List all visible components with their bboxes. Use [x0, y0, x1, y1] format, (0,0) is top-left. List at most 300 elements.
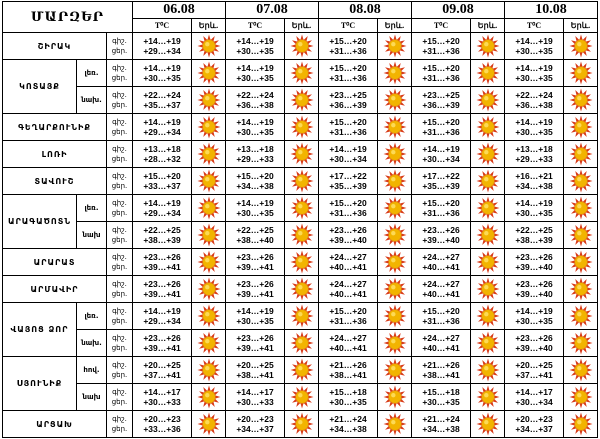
night-temperature: +13…+18	[143, 144, 181, 154]
sun-icon	[285, 196, 318, 220]
weather-cell	[285, 303, 319, 330]
temperature-cell	[226, 249, 285, 276]
weather-cell	[378, 60, 412, 87]
weather-cell	[564, 114, 598, 141]
day-temperature: +35…+39	[422, 181, 460, 191]
sun-icon	[192, 196, 225, 220]
weather-cell	[192, 411, 226, 438]
night-temperature: +21…+26	[329, 360, 367, 370]
sun-icon	[285, 304, 318, 328]
sun-icon	[378, 61, 411, 85]
region-row	[3, 222, 598, 249]
day-temperature: +39…+41	[236, 343, 274, 353]
sun-icon	[564, 385, 597, 409]
weather-cell	[471, 168, 505, 195]
day-label: ցեր.	[111, 74, 128, 82]
day-periods	[107, 195, 133, 222]
region-name: ԱՐՄԱՎԻՐ	[3, 276, 107, 303]
weather-cell	[192, 249, 226, 276]
sun-icon	[378, 304, 411, 328]
weather-cell	[192, 60, 226, 87]
weather-cell	[192, 168, 226, 195]
night-label: գիշ.	[112, 91, 127, 99]
weather-cell	[285, 330, 319, 357]
temperature-cell	[133, 384, 192, 411]
night-temperature: +14…+19	[143, 63, 181, 73]
day-temperature: +33…+36	[143, 424, 181, 434]
subregion-name: նախ	[77, 222, 107, 249]
day-label: ցեր.	[111, 128, 128, 136]
temperature-cell	[505, 249, 564, 276]
sun-icon	[285, 88, 318, 112]
weather-cell	[471, 60, 505, 87]
weather-cell	[564, 330, 598, 357]
weather-cell	[285, 114, 319, 141]
temperature-cell	[226, 411, 285, 438]
temperature-cell	[505, 60, 564, 87]
day-label: ցեր.	[111, 155, 128, 163]
day-temperature: +39…+40	[422, 235, 460, 245]
sun-icon	[564, 34, 597, 58]
date-header: 09.08	[412, 2, 505, 19]
day-periods	[107, 168, 133, 195]
night-label: գիշ.	[112, 361, 127, 369]
night-temperature: +14…+19	[515, 36, 553, 46]
weather-cell	[564, 411, 598, 438]
sun-icon	[471, 304, 504, 328]
day-temperature: +40…+41	[422, 343, 460, 353]
temperature-cell	[319, 168, 378, 195]
night-temperature: +14…+19	[236, 117, 274, 127]
day-temperature: +40…+41	[422, 289, 460, 299]
day-temperature: +30…+35	[236, 73, 274, 83]
weather-cell	[192, 222, 226, 249]
temperature-cell	[226, 357, 285, 384]
weather-cell	[564, 384, 598, 411]
day-label: ցեր.	[111, 317, 128, 325]
night-temperature: +15…+20	[422, 63, 460, 73]
subregion-name: լեռ.	[77, 60, 107, 87]
sun-icon	[192, 115, 225, 139]
temperature-cell	[133, 330, 192, 357]
night-temperature: +22…+25	[515, 225, 553, 235]
sun-icon	[564, 223, 597, 247]
night-temperature: +24…+27	[329, 333, 367, 343]
temperature-cell	[505, 114, 564, 141]
temperature-column-label: T⁰C	[505, 19, 564, 33]
sun-icon	[471, 61, 504, 85]
day-temperature: +30…+35	[515, 316, 553, 326]
temperature-cell	[319, 222, 378, 249]
day-temperature: +30…+35	[422, 397, 460, 407]
subregion-name: հով.	[77, 357, 107, 384]
day-label: ցեր.	[111, 344, 128, 352]
temperature-cell	[412, 303, 471, 330]
weather-cell	[471, 141, 505, 168]
weather-cell	[471, 357, 505, 384]
night-temperature: +14…+19	[236, 63, 274, 73]
sun-icon	[192, 34, 225, 58]
sun-icon	[378, 223, 411, 247]
temperature-cell	[505, 357, 564, 384]
day-temperature: +30…+35	[236, 208, 274, 218]
sun-icon	[471, 115, 504, 139]
sun-icon	[192, 250, 225, 274]
night-temperature: +20…+23	[515, 414, 553, 424]
day-temperature: +30…+35	[236, 316, 274, 326]
night-label: գիշ.	[112, 199, 127, 207]
day-temperature: +37…+41	[143, 370, 181, 380]
day-periods	[107, 276, 133, 303]
temperature-cell	[505, 276, 564, 303]
sun-icon	[378, 331, 411, 355]
day-temperature: +29…+34	[143, 316, 181, 326]
temperature-cell	[226, 114, 285, 141]
temperature-cell	[226, 168, 285, 195]
temperature-cell	[133, 87, 192, 114]
day-temperature: +31…+36	[329, 316, 367, 326]
weather-cell	[564, 276, 598, 303]
sun-icon	[564, 277, 597, 301]
sun-icon	[378, 196, 411, 220]
day-temperature: +34…+38	[422, 424, 460, 434]
day-temperature: +37…+41	[515, 370, 553, 380]
weather-cell	[471, 411, 505, 438]
sun-icon	[564, 412, 597, 436]
temperature-cell	[319, 87, 378, 114]
temperature-cell	[133, 33, 192, 60]
region-row	[3, 195, 598, 222]
night-temperature: +15…+20	[329, 117, 367, 127]
temperature-cell	[505, 303, 564, 330]
day-temperature: +34…+38	[236, 181, 274, 191]
date-header: 07.08	[226, 2, 319, 19]
sun-icon	[471, 385, 504, 409]
region-name: ՍՅՈՒՆԻՔ	[3, 357, 77, 411]
weather-cell	[378, 249, 412, 276]
night-temperature: +14…+19	[422, 144, 460, 154]
weather-cell	[285, 60, 319, 87]
weather-cell	[378, 114, 412, 141]
night-temperature: +16…+21	[515, 171, 553, 181]
temperature-cell	[226, 384, 285, 411]
sun-icon	[192, 331, 225, 355]
weather-cell	[192, 33, 226, 60]
weather-cell	[471, 87, 505, 114]
sun-icon	[192, 142, 225, 166]
sun-icon	[471, 169, 504, 193]
region-name: ՇԻՐԱԿ	[3, 33, 107, 60]
temperature-cell	[319, 303, 378, 330]
temperature-column-label: T⁰C	[133, 19, 192, 33]
sun-icon	[285, 223, 318, 247]
day-label: ցեր.	[111, 182, 128, 190]
day-temperature: +38…+39	[515, 235, 553, 245]
sun-icon	[285, 61, 318, 85]
sun-icon	[564, 142, 597, 166]
sun-icon	[471, 331, 504, 355]
night-temperature: +20…+25	[143, 360, 181, 370]
day-temperature: +30…+34	[515, 397, 553, 407]
night-label: գիշ.	[112, 334, 127, 342]
weather-cell	[564, 33, 598, 60]
night-temperature: +15…+20	[143, 171, 181, 181]
temperature-cell	[226, 222, 285, 249]
subregion-name: լեռ.	[77, 195, 107, 222]
sun-icon	[378, 277, 411, 301]
sun-icon	[471, 34, 504, 58]
sun-icon	[564, 331, 597, 355]
weather-cell	[285, 87, 319, 114]
weather-cell	[564, 87, 598, 114]
temperature-cell	[133, 60, 192, 87]
day-temperature: +34…+37	[515, 424, 553, 434]
night-temperature: +23…+25	[422, 90, 460, 100]
weather-cell	[378, 195, 412, 222]
day-temperature: +31…+36	[422, 46, 460, 56]
temperature-cell	[133, 276, 192, 303]
day-temperature: +30…+35	[515, 127, 553, 137]
day-temperature: +30…+35	[236, 127, 274, 137]
day-temperature: +30…+35	[329, 397, 367, 407]
day-temperature: +30…+35	[515, 208, 553, 218]
night-temperature: +23…+26	[143, 333, 181, 343]
day-temperature: +31…+36	[329, 73, 367, 83]
temperature-cell	[505, 33, 564, 60]
night-label: գիշ.	[112, 64, 127, 72]
night-temperature: +13…+18	[515, 144, 553, 154]
temperature-cell	[226, 303, 285, 330]
weather-cell	[471, 195, 505, 222]
sun-icon	[285, 142, 318, 166]
day-temperature: +29…+33	[515, 154, 553, 164]
day-temperature: +36…+39	[329, 100, 367, 110]
sun-icon	[285, 34, 318, 58]
sun-icon	[285, 385, 318, 409]
day-temperature: +38…+41	[422, 370, 460, 380]
regions-header: ՄԱՐԶԵՐ	[3, 2, 133, 33]
night-temperature: +21…+26	[422, 360, 460, 370]
weather-cell	[564, 222, 598, 249]
sun-icon	[378, 358, 411, 382]
night-temperature: +23…+26	[329, 225, 367, 235]
day-temperature: +29…+34	[143, 208, 181, 218]
night-temperature: +15…+20	[422, 198, 460, 208]
night-temperature: +24…+27	[329, 279, 367, 289]
night-temperature: +24…+27	[422, 333, 460, 343]
day-periods	[107, 114, 133, 141]
temperature-cell	[133, 195, 192, 222]
temperature-cell	[412, 114, 471, 141]
day-temperature: +31…+36	[329, 127, 367, 137]
subregion-name: նախ.	[77, 87, 107, 114]
temperature-cell	[412, 330, 471, 357]
temperature-cell	[319, 195, 378, 222]
region-name: ԿՈՏԱՅՔ	[3, 60, 77, 114]
weather-cell	[285, 33, 319, 60]
night-temperature: +23…+26	[515, 279, 553, 289]
night-temperature: +23…+26	[422, 225, 460, 235]
day-temperature: +30…+33	[143, 397, 181, 407]
weather-cell	[378, 411, 412, 438]
weather-cell	[378, 141, 412, 168]
sun-icon	[471, 412, 504, 436]
sun-icon	[285, 169, 318, 193]
weather-column-label: Երև.	[192, 19, 226, 33]
day-temperature: +34…+37	[236, 424, 274, 434]
sun-icon	[564, 250, 597, 274]
sun-icon	[378, 142, 411, 166]
night-temperature: +20…+25	[236, 360, 274, 370]
night-label: գիշ.	[112, 226, 127, 234]
weather-cell	[378, 168, 412, 195]
night-temperature: +15…+18	[329, 387, 367, 397]
temperature-cell	[412, 222, 471, 249]
sun-icon	[285, 277, 318, 301]
temperature-cell	[226, 60, 285, 87]
sun-icon	[378, 169, 411, 193]
day-temperature: +39…+40	[515, 343, 553, 353]
temperature-column-label: T⁰C	[412, 19, 471, 33]
day-temperature: +30…+33	[236, 397, 274, 407]
region-name: ԱՐԱՐԱՏ	[3, 249, 107, 276]
night-temperature: +22…+25	[143, 225, 181, 235]
weather-cell	[192, 195, 226, 222]
day-periods	[107, 330, 133, 357]
night-temperature: +14…+19	[236, 306, 274, 316]
temperature-column-label: T⁰C	[319, 19, 378, 33]
weather-cell	[564, 303, 598, 330]
day-temperature: +31…+36	[329, 46, 367, 56]
day-temperature: +38…+40	[236, 235, 274, 245]
weather-cell	[471, 222, 505, 249]
subregion-name: նախ	[77, 384, 107, 411]
day-label: ցեր.	[111, 236, 128, 244]
day-label: ցեր.	[111, 47, 128, 55]
night-temperature: +24…+27	[422, 252, 460, 262]
temperature-cell	[133, 141, 192, 168]
region-row	[3, 384, 598, 411]
region-name: ՏԱՎՈՒՇ	[3, 168, 107, 195]
sun-icon	[378, 250, 411, 274]
temperature-cell	[319, 411, 378, 438]
region-row	[3, 249, 598, 276]
night-temperature: +23…+26	[236, 279, 274, 289]
temperature-cell	[412, 384, 471, 411]
night-temperature: +15…+20	[422, 36, 460, 46]
day-temperature: +30…+34	[422, 154, 460, 164]
day-periods	[107, 249, 133, 276]
sun-icon	[192, 304, 225, 328]
weather-cell	[285, 411, 319, 438]
weather-column-label: Երև.	[285, 19, 319, 33]
night-label: գիշ.	[112, 307, 127, 315]
region-row	[3, 357, 598, 384]
day-temperature: +40…+41	[422, 262, 460, 272]
temperature-cell	[319, 357, 378, 384]
night-temperature: +20…+25	[515, 360, 553, 370]
temperature-cell	[412, 249, 471, 276]
temperature-cell	[505, 87, 564, 114]
night-temperature: +14…+17	[515, 387, 553, 397]
temperature-cell	[133, 168, 192, 195]
weather-cell	[285, 141, 319, 168]
sun-icon	[564, 115, 597, 139]
day-temperature: +29…+34	[143, 127, 181, 137]
weather-cell	[285, 195, 319, 222]
night-temperature: +23…+26	[515, 333, 553, 343]
day-temperature: +38…+39	[143, 235, 181, 245]
temperature-cell	[319, 249, 378, 276]
temperature-cell	[412, 195, 471, 222]
night-temperature: +14…+17	[143, 387, 181, 397]
sun-icon	[378, 385, 411, 409]
weather-cell	[192, 114, 226, 141]
subregion-name: նախ.	[77, 330, 107, 357]
sun-icon	[471, 277, 504, 301]
sun-icon	[378, 34, 411, 58]
sun-icon	[192, 169, 225, 193]
night-temperature: +15…+20	[422, 117, 460, 127]
day-periods	[107, 141, 133, 168]
date-header: 06.08	[133, 2, 226, 19]
region-name: ԳԵՂԱՐՔՈՒՆԻՔ	[3, 114, 107, 141]
night-temperature: +15…+20	[329, 63, 367, 73]
night-temperature: +14…+19	[515, 63, 553, 73]
day-temperature: +30…+34	[329, 154, 367, 164]
forecast-table	[2, 1, 598, 438]
night-temperature: +14…+19	[143, 306, 181, 316]
weather-cell	[192, 141, 226, 168]
region-row	[3, 330, 598, 357]
weather-cell	[564, 141, 598, 168]
day-temperature: +35…+37	[143, 100, 181, 110]
day-temperature: +30…+35	[515, 73, 553, 83]
temperature-cell	[133, 357, 192, 384]
day-periods	[107, 303, 133, 330]
night-temperature: +17…+22	[422, 171, 460, 181]
day-temperature: +36…+38	[236, 100, 274, 110]
sun-icon	[378, 115, 411, 139]
day-label: ցեր.	[111, 398, 128, 406]
temperature-cell	[412, 276, 471, 303]
sun-icon	[564, 61, 597, 85]
day-temperature: +34…+38	[515, 181, 553, 191]
temperature-cell	[133, 222, 192, 249]
day-temperature: +31…+36	[422, 208, 460, 218]
temperature-cell	[319, 141, 378, 168]
day-temperature: +39…+40	[515, 262, 553, 272]
date-header: 08.08	[319, 2, 412, 19]
sun-icon	[564, 196, 597, 220]
night-temperature: +24…+27	[422, 279, 460, 289]
sun-icon	[192, 358, 225, 382]
weather-cell	[471, 33, 505, 60]
night-temperature: +15…+20	[329, 198, 367, 208]
night-label: գիշ.	[112, 37, 127, 45]
region-row	[3, 168, 598, 195]
sun-icon	[192, 385, 225, 409]
sun-icon	[285, 331, 318, 355]
weather-cell	[378, 330, 412, 357]
day-temperature: +36…+39	[422, 100, 460, 110]
weather-cell	[378, 33, 412, 60]
day-temperature: +29…+34	[143, 46, 181, 56]
region-name: ԱՐՑԱԽ	[3, 411, 107, 438]
night-temperature: +14…+19	[515, 198, 553, 208]
region-row	[3, 60, 598, 87]
weather-cell	[564, 168, 598, 195]
